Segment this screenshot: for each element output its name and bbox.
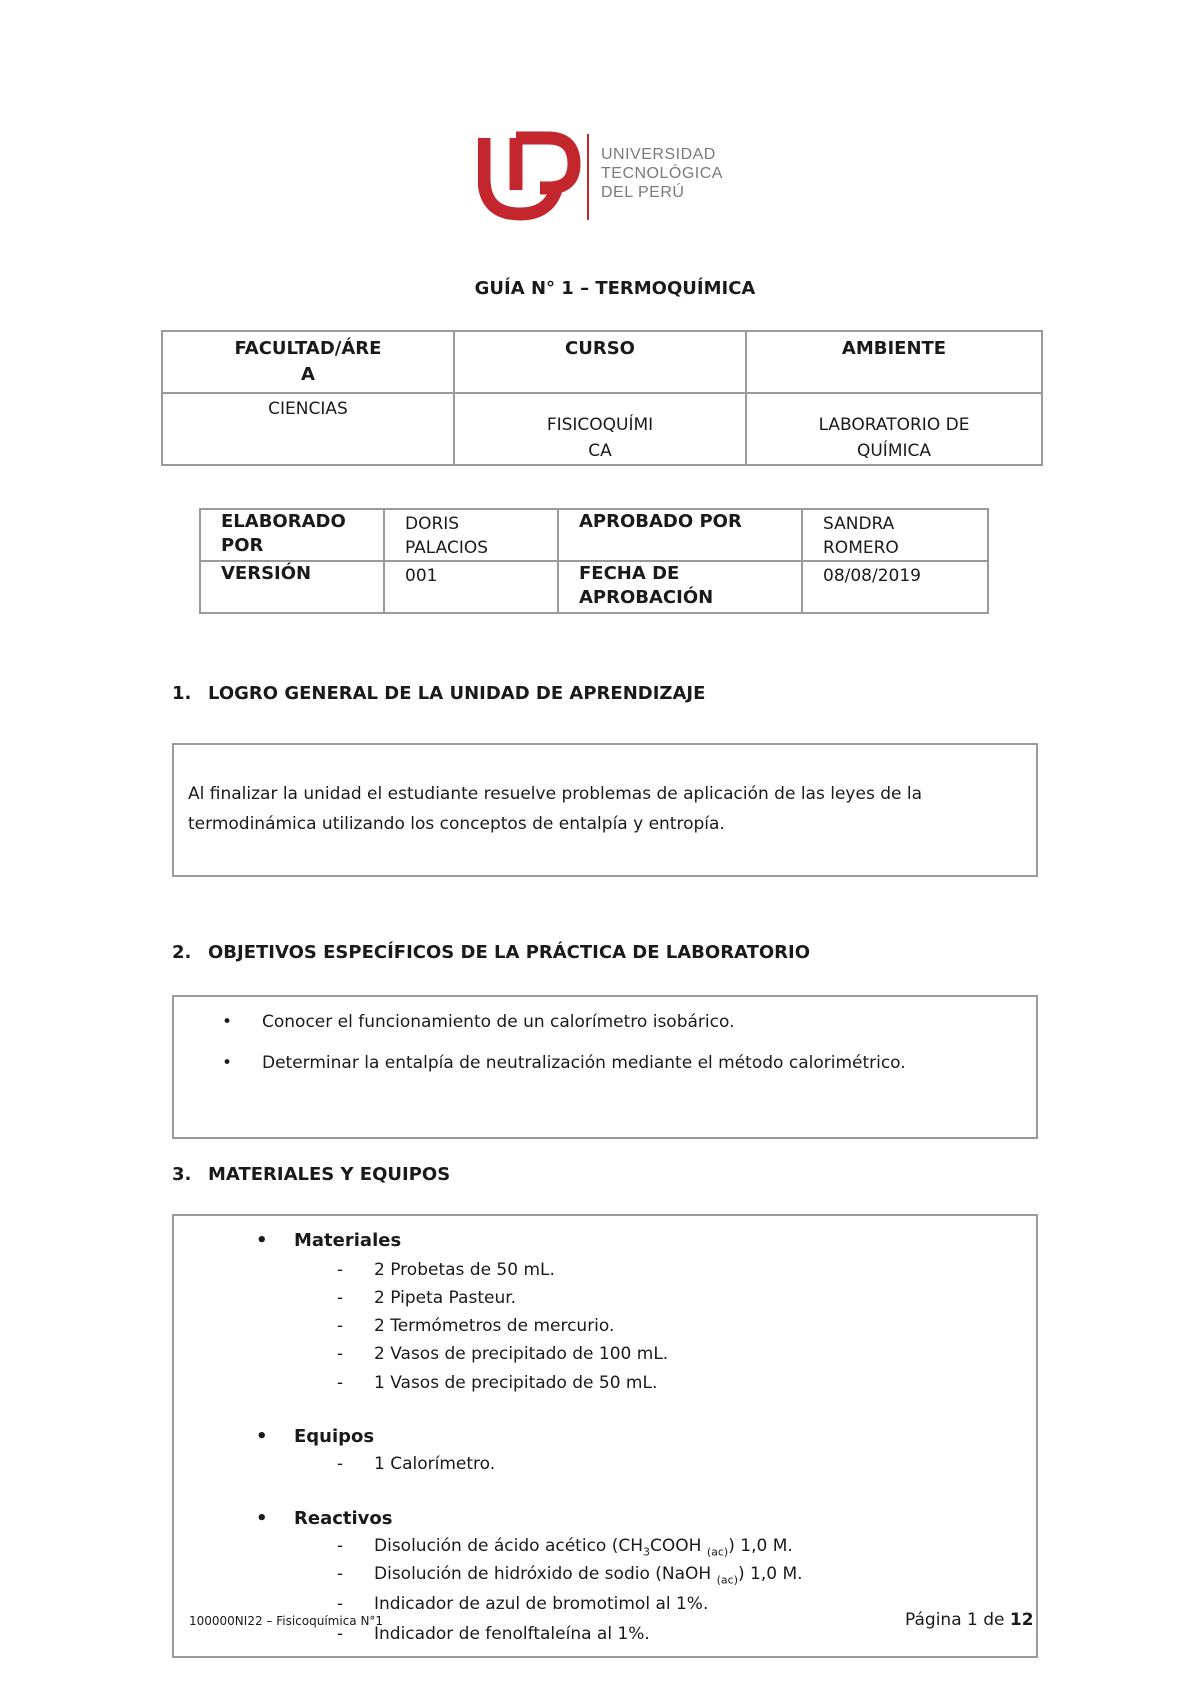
guide-title: GUÍA N° 1 – TERMOQUÍMICA	[474, 278, 756, 299]
version-label: VERSIÓN	[200, 561, 384, 613]
equipos-heading: • Equipos	[256, 1426, 375, 1447]
bullet-icon: •	[256, 1426, 268, 1447]
fecha-value: 08/08/2019	[802, 561, 988, 613]
bullet-icon: •	[222, 1012, 233, 1032]
section-1-title: 1. LOGRO GENERAL DE LA UNIDAD DE APRENDIZAJE	[172, 683, 706, 704]
info-table	[161, 330, 1043, 466]
header-ambiente: AMBIENTE	[746, 331, 1042, 393]
value-ambiente: LABORATORIO DE QUÍMICA	[746, 393, 1042, 465]
bullet-icon: •	[256, 1230, 268, 1251]
approval-row-2	[200, 561, 988, 613]
logro-box	[172, 743, 1038, 877]
materiales-box: • Materiales - 2 Probetas de 50 mL. - 2 Pipeta Pasteur. - 2 Termómetros de mercurio. - 2 Vasos de precipitado de 100 mL. - 1 Vasos de precipitado de 50 mL. • Equipos - 1 Calorímetro. • Reactivos - Disolución de ácido acético ($CH_3COOH$ $_{(ac)}$) 1,0 M. - Disolución de hidróxido de sodio (NaOH $_{(ac)}$) 1,0 M. - Indicador de azul de bromotimol al 1%. - Indicador de fenolftaleína al 1%.	[172, 1214, 1038, 1658]
section-2-title: 2. OBJETIVOS ESPECÍFICOS DE LA PRÁCTICA DE LABORATORIO	[172, 942, 811, 963]
list-item: • Conocer el funcionamiento de un calorímetro isobárico.	[174, 1002, 1036, 1043]
elaborado-value: DORIS PALACIOS	[384, 509, 558, 561]
fecha-label: FECHA DE APROBACIÓN	[558, 561, 802, 613]
header-facultad: FACULTAD/ÁRE A	[162, 331, 454, 393]
footer-page-number: Página 1 de 12	[905, 1610, 1034, 1630]
logro-text: Al finalizar la unidad el estudiante resuelve problemas de aplicación de las leyes de la termodinámica utilizando los conceptos de entalpía y entropía.	[188, 784, 922, 834]
logo-text: UNIVERSIDAD TECNOLÓGICA DEL PERÚ	[601, 146, 723, 201]
elaborado-label: ELABORADO POR	[200, 509, 384, 561]
info-table-value-row	[162, 393, 1042, 465]
footer-document-code: 100000NI22 – Fisicoquímica N°1	[189, 1614, 384, 1628]
info-table-header-row	[162, 331, 1042, 393]
materiales-heading: • Materiales	[256, 1230, 402, 1251]
aprobado-value: SANDRA ROMERO	[802, 509, 988, 561]
bullet-icon: •	[256, 1508, 268, 1529]
version-value: 001	[384, 561, 558, 613]
bullet-icon: •	[222, 1053, 233, 1073]
approval-row-1	[200, 509, 988, 561]
header-curso: CURSO	[454, 331, 746, 393]
objetivos-box	[172, 995, 1038, 1139]
approval-table	[199, 508, 989, 614]
value-curso: FISICOQUÍMI CA	[454, 393, 746, 465]
aprobado-label: APROBADO POR	[558, 509, 802, 561]
objetivos-list	[174, 1002, 1036, 1084]
reactivos-heading: • Reactivos	[256, 1508, 393, 1529]
list-item: • Determinar la entalpía de neutralización mediante el método calorimétrico.	[174, 1043, 1036, 1084]
value-facultad: CIENCIAS	[162, 393, 454, 465]
section-3-title: 3. MATERIALES Y EQUIPOS	[172, 1164, 451, 1185]
